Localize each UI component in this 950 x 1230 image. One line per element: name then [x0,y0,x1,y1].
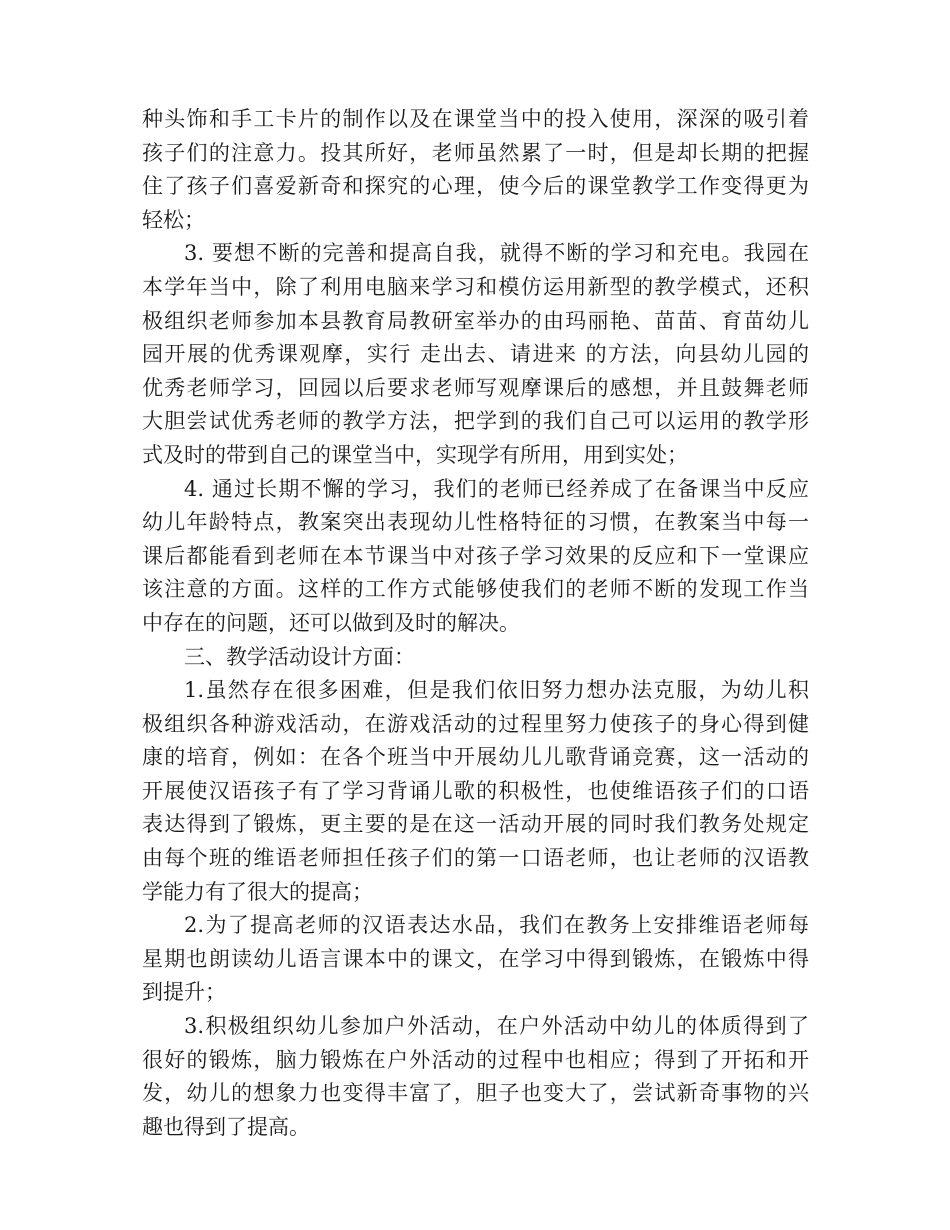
text-line: 中存在的问题，还可以做到及时的解决。 [142,610,520,635]
text-line: 2.为了提高老师的汉语表达水品，我们在教务上安排维语老师每 [184,913,809,938]
text-line: 由每个班的维语老师担任孩子们的第一口语老师，也让老师的汉语教 [142,846,809,871]
text-line: 孩子们的注意力。投其所好，老师虽然累了一时，但是却长期的把握 [142,140,809,165]
text-line: 表达得到了锻炼，更主要的是在这一活动开展的同时我们教务处规定 [142,812,809,837]
text-line: 课后都能看到老师在本节课当中对孩子学习效果的反应和下一堂课应 [142,543,809,568]
text-line: 式及时的带到自己的课堂当中，实现学有所用，用到实处； [142,442,688,467]
text-line: 轻松； [142,207,205,232]
text-line: 星期也朗读幼儿语言课本中的课文，在学习中得到锻炼，在锻炼中得 [142,946,809,971]
text-line: 到提升； [142,980,226,1005]
section-heading: 三、教学活动设计方面： [184,644,415,669]
text-line: 开展使汉语孩子有了学习背诵儿歌的积极性，也使维语孩子们的口语 [142,778,809,803]
text-line: 优秀老师学习，回园以后要求老师写观摩课后的感想，并且鼓舞老师 [142,375,809,400]
text-line: 该注意的方面。这样的工作方式能够使我们的老师不断的发现工作当 [142,577,809,602]
text-line: 发，幼儿的想象力也变得丰富了，胆子也变大了，尝试新奇事物的兴 [142,1081,809,1106]
text-line: 住了孩子们喜爱新奇和探究的心理，使今后的课堂教学工作变得更为 [142,174,809,199]
text-line: 趣也得到了提高。 [142,1114,310,1139]
text-line: 园开展的优秀课观摩，实行 走出去、请进来 的方法，向县幼儿园的 [142,342,809,367]
text-line: 康的培育，例如：在各个班当中开展幼儿儿歌背诵竞赛，这一活动的 [142,745,809,770]
text-line: 很好的锻炼，脑力锻炼在户外活动的过程中也相应；得到了开拓和开 [142,1047,809,1072]
text-line: 3.积极组织幼儿参加户外活动，在户外活动中幼儿的体质得到了 [184,1014,809,1039]
text-line: 幼儿年龄特点，教案突出表现幼儿性格特征的习惯，在教案当中每一 [142,510,809,535]
text-line: 本学年当中，除了利用电脑来学习和模仿运用新型的教学模式，还积 [142,274,809,299]
text-line: 大胆尝试优秀老师的教学方法，把学到的我们自己可以运用的教学形 [142,409,809,434]
text-line: 1.虽然存在很多困难，但是我们依旧努力想办法克服，为幼儿积 [184,678,809,703]
text-line: 学能力有了很大的提高； [142,879,373,904]
text-line: 极组织老师参加本县教育局教研室举办的由玛丽艳、苗苗、育苗幼儿 [142,308,809,333]
text-line: 极组织各种游戏活动，在游戏活动的过程里努力使孩子的身心得到健 [142,711,809,736]
document-body [142,103,809,1144]
text-line: 3. 要想不断的完善和提高自我，就得不断的学习和充电。我园在 [184,241,809,266]
text-line: 种头饰和手工卡片的制作以及在课堂当中的投入使用，深深的吸引着 [142,107,809,131]
text-line: 4. 通过长期不懈的学习，我们的老师已经养成了在备课当中反应 [184,476,809,501]
